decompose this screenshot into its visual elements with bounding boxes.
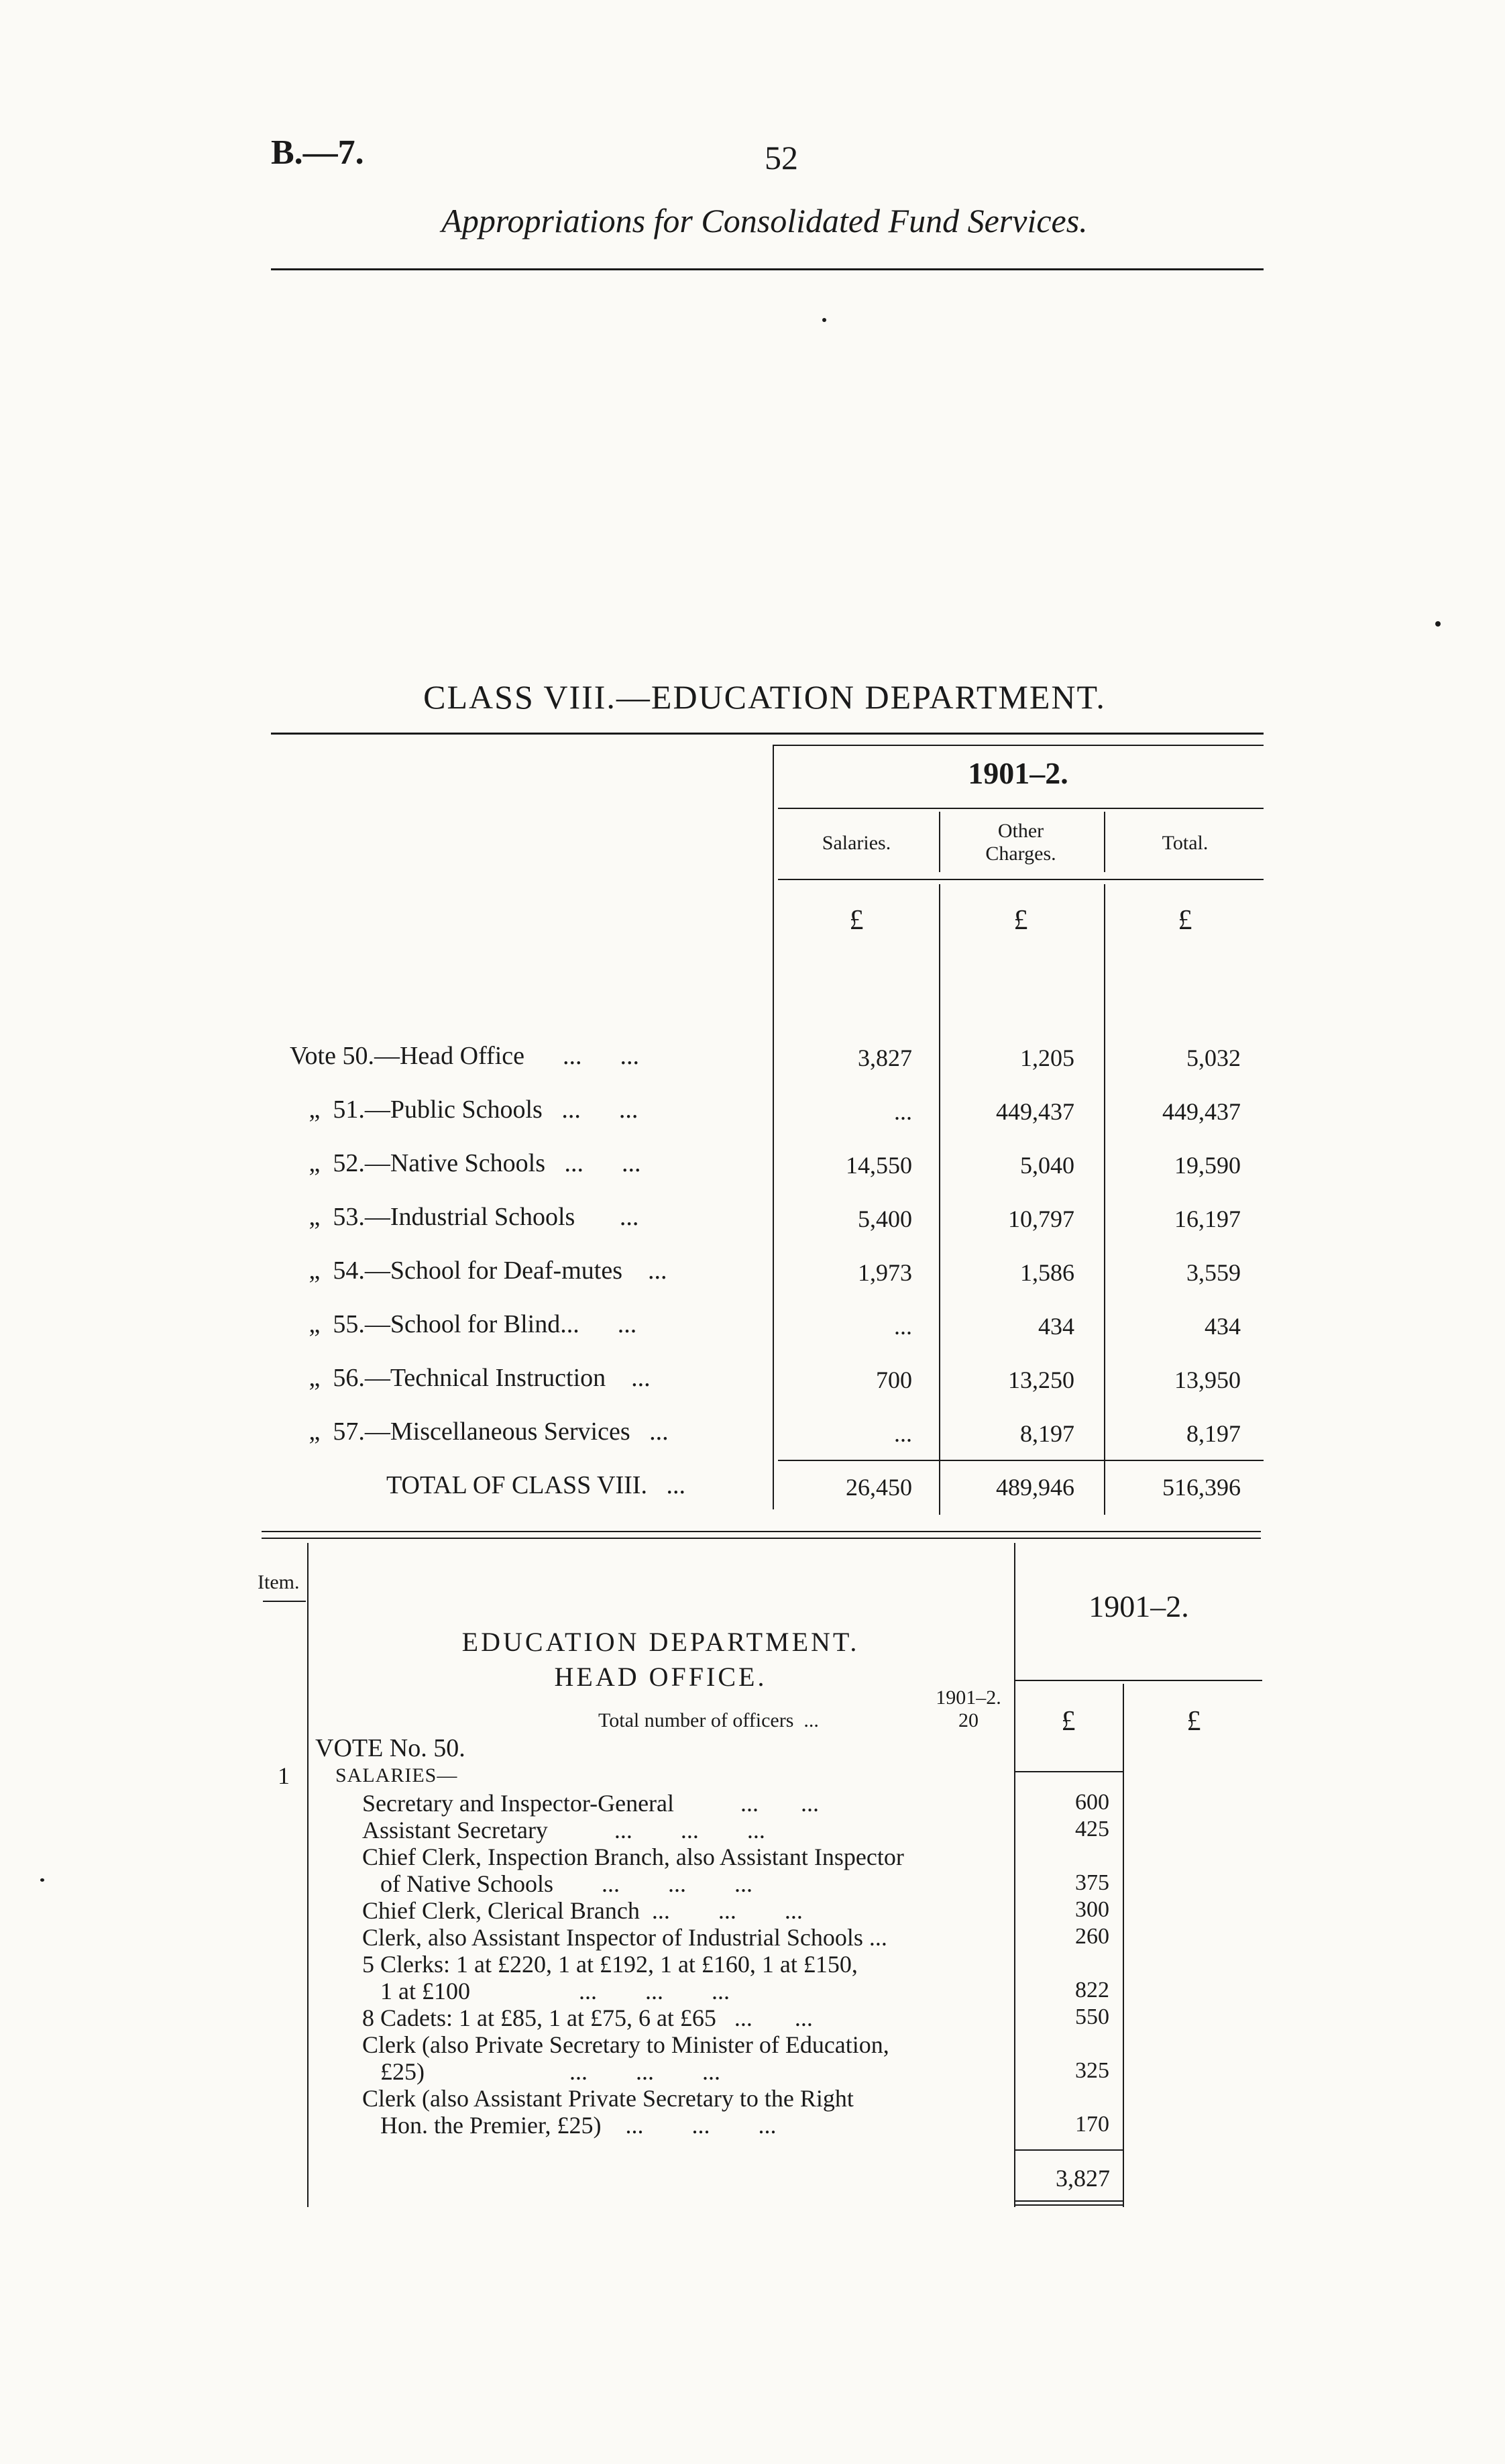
department-heading: EDUCATION DEPARTMENT. [461,1627,860,1657]
salary-amount: 170 [1075,2112,1109,2137]
currency-rule [778,879,1264,880]
salary-amount: 375 [1075,1870,1109,1895]
detail-total-bottom-rule-2 [1014,2204,1123,2206]
currency-salaries: £ [849,905,864,936]
summary-year: 1901–2. [968,756,1068,790]
col-header-salaries: Salaries. [822,832,891,854]
total-row-total: 516,396 [1162,1474,1241,1501]
scan-speck [1435,621,1441,627]
vote-row-salaries: ... [894,1098,912,1125]
page-subtitle: Appropriations for Consolidated Fund Services. [441,202,1088,239]
vote-row-total: 434 [1205,1313,1241,1340]
total-row-other: 489,946 [996,1474,1074,1501]
vote-row-label: „ 57.—Miscellaneous Services ... [290,1417,669,1446]
officers-year: 1901–2. [936,1686,1001,1709]
vote-row-label: „ 51.—Public Schools ... ... [290,1095,638,1124]
vote-row-label: „ 52.—Native Schools ... ... [290,1149,641,1177]
total-row-salaries: 26,450 [846,1474,912,1501]
salary-line: 8 Cadets: 1 at £85, 1 at £75, 6 at £65 ... ... [362,2004,813,2031]
salary-line: Clerk (also Private Secretary to Minister of Education, [362,2031,889,2058]
office-heading: HEAD OFFICE. [554,1662,767,1692]
vote-row-salaries: 3,827 [858,1044,912,1071]
vote-row-other: 5,040 [1020,1152,1074,1179]
col-divider-2 [1104,812,1105,872]
scan-speck [40,1878,44,1882]
detail-total-top-rule [1014,2149,1123,2151]
vote-row-other: 10,797 [1008,1206,1074,1232]
salary-line: Secretary and Inspector-General ... ... [362,1790,820,1817]
salary-amount: 300 [1075,1897,1109,1922]
vote-row-other: 449,437 [996,1098,1074,1125]
salary-line: Assistant Secretary ... ... ... [362,1817,765,1843]
salaries-heading: SALARIES— [335,1764,458,1786]
col-divider-2-body [1104,884,1105,1515]
vote-row-total: 8,197 [1186,1420,1241,1447]
vote-row-label: „ 54.—School for Deaf-mutes ... [290,1256,667,1285]
vote-row-total: 19,590 [1174,1152,1241,1179]
col-divider-1 [939,812,940,872]
salary-line: Clerk (also Assistant Private Secretary to the Right [362,2085,854,2112]
vote-row-salaries: 700 [876,1367,912,1393]
vote-number: VOTE No. 50. [315,1734,465,1762]
salary-amount: 325 [1075,2058,1109,2083]
salary-line: 5 Clerks: 1 at £220, 1 at £192, 1 at £160, 1 at £150, [362,1951,858,1978]
salary-line: Chief Clerk, Inspection Branch, also Assistant Inspector [362,1843,904,1870]
vote-row-label: „ 53.—Industrial Schools ... [290,1203,639,1231]
detail-currency-rule [1014,1771,1123,1772]
summary-subhead-rule [778,808,1264,809]
amount-column-divider-2 [1123,1684,1124,2207]
vote-row-total: 13,950 [1174,1367,1241,1393]
item-number: 1 [278,1762,290,1789]
report-reference: B.—7. [271,133,364,172]
salary-line: £25) ... ... ... [362,2058,720,2085]
salary-line: 1 at £100 ... ... ... [362,1978,730,2004]
currency-total: £ [1178,905,1192,936]
detail-year: 1901–2. [1089,1589,1189,1623]
detail-currency-2: £ [1186,1706,1201,1737]
total-top-rule [778,1460,1264,1461]
col-header-total: Total. [1162,832,1209,854]
vote-row-other: 8,197 [1020,1420,1074,1447]
officers-count: 20 [958,1709,979,1731]
section-double-rule-1 [262,1531,1261,1532]
item-column-header: Item. [258,1571,300,1593]
salary-amount: 600 [1075,1790,1109,1815]
salary-amount: 822 [1075,1978,1109,2002]
vote-row-label: Vote 50.—Head Office ... ... [290,1042,639,1070]
detail-total-bottom-rule-1 [1014,2200,1123,2202]
col-header-other-line1: Other [997,820,1044,842]
vote-row-salaries: 14,550 [846,1152,912,1179]
summary-left-border [773,745,774,1509]
vote-row-total: 449,437 [1162,1098,1241,1125]
vote-row-label: „ 55.—School for Blind... ... [290,1310,637,1338]
total-row-label: TOTAL OF CLASS VIII. ... [386,1471,685,1499]
page-number: 52 [765,139,798,176]
vote-row-other: 434 [1038,1313,1074,1340]
col-header-other-line2: Charges. [985,843,1056,865]
salary-amount: 550 [1075,2004,1109,2029]
class-title: CLASS VIII.—EDUCATION DEPARTMENT. [423,678,1106,716]
amount-column-divider [1014,1543,1015,2207]
salary-line: Hon. the Premier, £25) ... ... ... [362,2112,777,2139]
vote-row-other: 13,250 [1008,1367,1074,1393]
officers-label: Total number of officers ... [598,1709,819,1731]
scan-speck [822,318,826,322]
summary-year-rule [773,745,1264,746]
salary-amount: 425 [1075,1817,1109,1841]
vote-row-salaries: ... [894,1420,912,1447]
vote-row-other: 1,586 [1020,1259,1074,1286]
section-double-rule-2 [262,1538,1261,1539]
detail-year-rule [1014,1680,1262,1681]
salary-amount: 260 [1075,1924,1109,1949]
vote-row-total: 3,559 [1186,1259,1241,1286]
salary-line: Chief Clerk, Clerical Branch ... ... ... [362,1897,803,1924]
header-rule [271,268,1264,270]
detail-total: 3,827 [1056,2165,1110,2192]
vote-row-other: 1,205 [1020,1044,1074,1071]
currency-other: £ [1013,905,1028,936]
vote-row-salaries: ... [894,1313,912,1340]
vote-row-label: „ 56.—Technical Instruction ... [290,1364,651,1392]
vote-row-total: 16,197 [1174,1206,1241,1232]
class-title-rule [271,733,1264,735]
salary-line: of Native Schools ... ... ... [362,1870,752,1897]
vote-row-total: 5,032 [1186,1044,1241,1071]
detail-currency-1: £ [1061,1706,1076,1737]
vote-row-salaries: 5,400 [858,1206,912,1232]
item-header-rule [263,1601,306,1602]
salary-line: Clerk, also Assistant Inspector of Industrial Schools ... [362,1924,887,1951]
vote-row-salaries: 1,973 [858,1259,912,1286]
